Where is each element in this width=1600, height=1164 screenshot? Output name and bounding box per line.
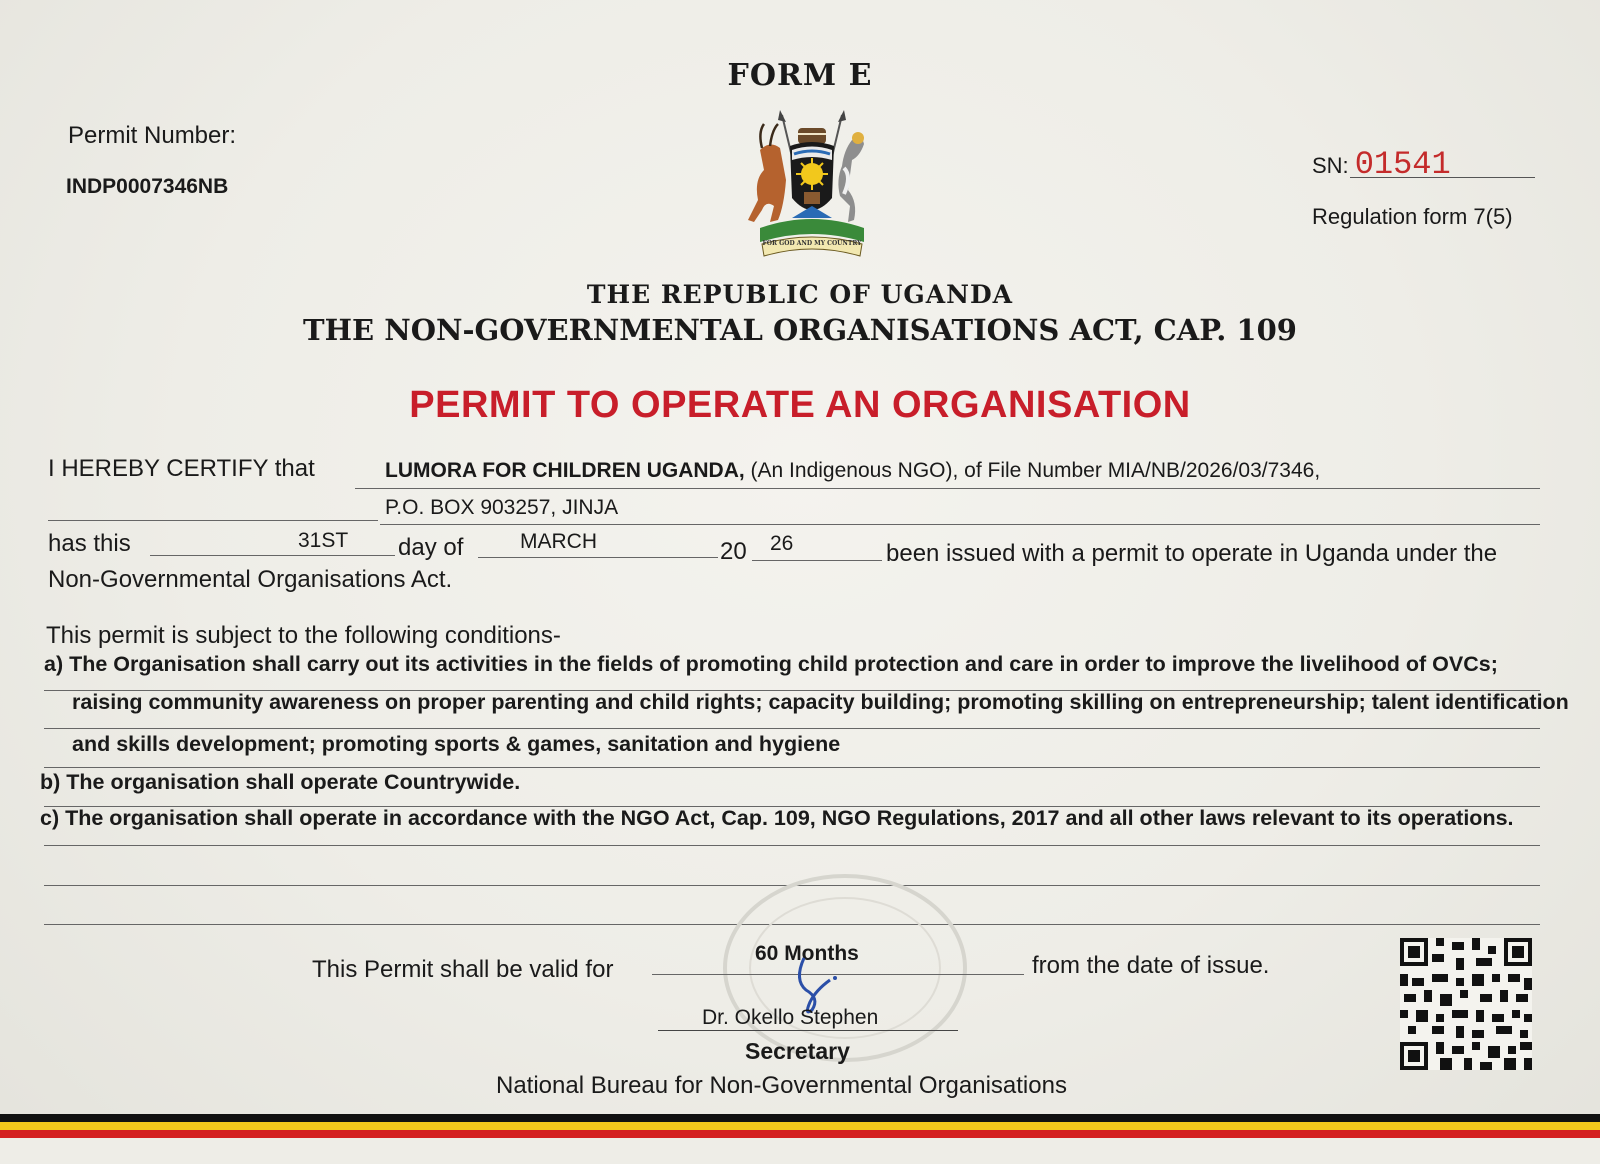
organisation-name: LUMORA FOR CHILDREN UGANDA, <box>385 459 745 482</box>
validity-value: 60 Months <box>755 942 859 965</box>
condition-rule <box>44 728 1540 729</box>
signature-line <box>658 1030 958 1031</box>
condition-a-line1: a) The Organisation shall carry out its activities in the fields of promoting child protection and care in order to improve the livelihood of OVCs; <box>44 652 1498 676</box>
organisation-line <box>385 459 1320 483</box>
address-underline-left <box>48 520 378 521</box>
validity-prefix: This Permit shall be valid for <box>312 956 614 983</box>
issued-text: been issued with a permit to operate in Uganda under the <box>886 540 1498 567</box>
year-prefix: 20 <box>720 538 747 565</box>
day-value: 31ST <box>298 529 349 552</box>
republic-title: THE REPUBLIC OF UGANDA <box>586 280 1014 309</box>
year-suffix: 26 <box>770 532 794 555</box>
flag-stripe-black <box>0 1114 1600 1122</box>
signatory-name: Dr. Okello Stephen <box>702 1006 879 1029</box>
day-underline <box>150 555 395 556</box>
permit-heading: PERMIT TO OPERATE AN ORGANISATION <box>409 384 1191 426</box>
act-name: Non-Governmental Organisations Act. <box>48 566 453 593</box>
month-value: MARCH <box>520 530 597 553</box>
page-bottom-margin <box>0 1138 1600 1164</box>
condition-rule <box>44 767 1540 768</box>
month-underline <box>478 557 718 558</box>
issuing-body: National Bureau for Non-Governmental Organisations <box>496 1072 1067 1099</box>
act-title: THE NON-GOVERNMENTAL ORGANISATIONS ACT, CAP. 109 <box>303 313 1297 347</box>
validity-suffix: from the date of issue. <box>1032 952 1270 979</box>
form-title: FORM E <box>727 58 873 93</box>
qr-code-icon <box>1400 938 1532 1070</box>
day-of-label: day of <box>398 534 464 561</box>
condition-c: c) The organisation shall operate in accordance with the NGO Act, Cap. 109, NGO Regulations, 2017 and all other laws relevant to its operations. <box>40 806 1514 830</box>
has-this-label: has this <box>48 530 131 557</box>
permit-number-label: Permit Number: <box>68 122 237 149</box>
signatory-title: Secretary <box>745 1038 850 1064</box>
address-underline <box>380 524 1540 525</box>
year-underline <box>752 560 882 561</box>
organisation-underline <box>355 488 1540 489</box>
condition-a-line2: raising community awareness on proper parenting and child rights; capacity building; promoting skilling on entrepreneurship; talent identification <box>72 690 1569 714</box>
crest-motto: FOR GOD AND MY COUNTRY <box>762 240 862 247</box>
serial-number-value: 01541 <box>1354 146 1451 183</box>
flag-stripe-red <box>0 1130 1600 1138</box>
permit-number: INDP0007346NB <box>66 175 229 198</box>
serial-number-label: SN: <box>1312 153 1349 178</box>
regulation-form: Regulation form 7(5) <box>1312 204 1513 229</box>
condition-a-line3: and skills development; promoting sports & games, sanitation and hygiene <box>72 732 841 756</box>
condition-rule <box>44 845 1540 846</box>
serial-number-underline <box>1350 177 1535 178</box>
organisation-details: (An Indigenous NGO), of File Number MIA/NB/2026/03/7346, <box>750 459 1321 482</box>
conditions-intro: This permit is subject to the following conditions- <box>46 622 561 649</box>
certify-prefix: I HEREBY CERTIFY that <box>48 455 315 482</box>
flag-stripe-yellow <box>0 1122 1600 1130</box>
condition-b: b) The organisation shall operate Countrywide. <box>40 770 521 794</box>
organisation-address: P.O. BOX 903257, JINJA <box>385 496 619 519</box>
